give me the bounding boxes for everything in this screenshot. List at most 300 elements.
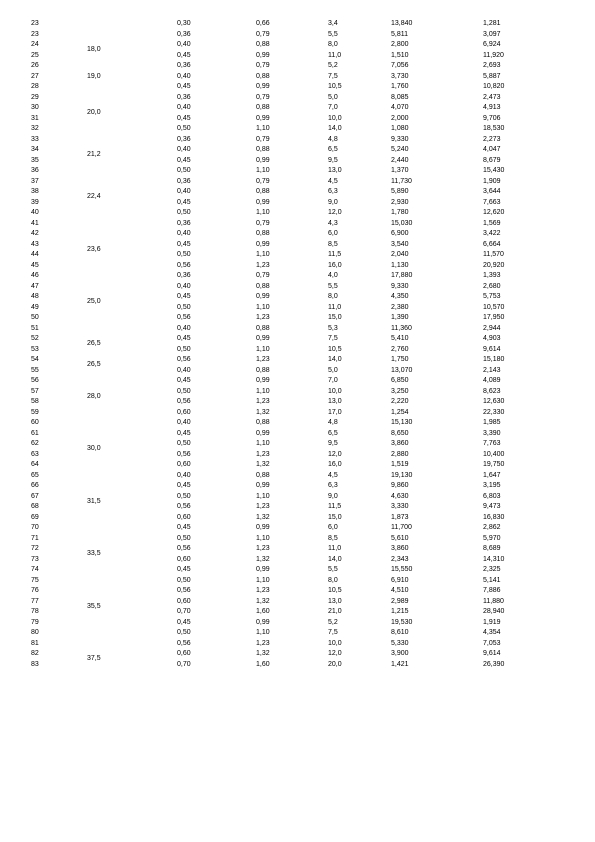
cell-count: 1,519	[391, 461, 409, 468]
cell-diameter: 1,23	[256, 450, 270, 458]
cell-diameter: 1,10	[256, 440, 270, 447]
table-row	[0, 324, 595, 335]
cell-weight: 2,693	[483, 62, 501, 69]
cell-weight: 16,830	[483, 513, 505, 521]
cell-diameter: 1,23	[256, 356, 270, 363]
cell-count: 2,989	[391, 597, 409, 605]
row-number: 73	[31, 555, 39, 563]
cell-diameter: 0,79	[256, 177, 270, 185]
cell-weight: 3,644	[483, 188, 501, 195]
cell-thickness: 0,36	[177, 30, 191, 38]
cell-section: 6,0	[328, 524, 338, 531]
cell-section: 7,5	[328, 72, 338, 80]
cell-thickness: 0,36	[177, 93, 191, 101]
cell-weight: 3,195	[483, 482, 501, 489]
cell-count: 4,510	[391, 587, 409, 594]
cell-thickness: 0,45	[177, 618, 191, 626]
row-number: 70	[31, 524, 39, 531]
group-label: 22,4	[87, 193, 101, 201]
cell-section: 11,0	[328, 545, 342, 552]
cell-section: 15,0	[328, 314, 342, 321]
row-number: 69	[31, 513, 39, 521]
cell-count: 6,900	[391, 230, 409, 237]
cell-section: 11,0	[328, 51, 342, 59]
cell-count: 2,880	[391, 450, 409, 458]
row-number: 27	[31, 72, 39, 80]
table-row	[0, 82, 595, 93]
cell-section: 9,5	[328, 440, 338, 447]
cell-diameter: 1,23	[256, 639, 270, 647]
cell-weight: 10,400	[483, 450, 505, 458]
group-label: 28,0	[87, 392, 101, 400]
row-number: 78	[31, 608, 39, 615]
row-number: 36	[31, 167, 39, 174]
row-number: 25	[31, 51, 39, 59]
cell-count: 6,910	[391, 576, 409, 584]
cell-section: 11,5	[328, 251, 342, 258]
cell-count: 3,860	[391, 545, 409, 552]
cell-section: 5,5	[328, 566, 338, 573]
cell-thickness: 0,36	[177, 135, 191, 143]
cell-diameter: 0,99	[256, 293, 270, 300]
group-label: 19,0	[87, 72, 101, 80]
cell-thickness: 0,45	[177, 482, 191, 489]
cell-section: 7,0	[328, 104, 338, 111]
cell-count: 5,811	[391, 30, 408, 38]
cell-thickness: 0,36	[177, 272, 191, 279]
cell-weight: 3,390	[483, 429, 501, 437]
row-number: 58	[31, 398, 39, 405]
cell-weight: 4,354	[483, 629, 501, 636]
row-number: 31	[31, 114, 39, 122]
cell-section: 4,8	[328, 135, 338, 143]
cell-count: 2,380	[391, 303, 409, 311]
cell-count: 4,630	[391, 492, 409, 500]
cell-thickness: 0,70	[177, 608, 191, 615]
group-label: 25,0	[87, 298, 101, 306]
cell-thickness: 0,40	[177, 104, 191, 111]
cell-count: 3,540	[391, 240, 409, 248]
row-number: 44	[31, 251, 39, 258]
cell-thickness: 0,50	[177, 440, 191, 447]
row-number: 26	[31, 62, 39, 69]
row-number: 76	[31, 587, 39, 594]
cell-thickness: 0,45	[177, 335, 191, 342]
cell-count: 17,880	[391, 272, 413, 279]
cell-diameter: 1,10	[256, 576, 270, 584]
cell-thickness: 0,60	[177, 597, 191, 605]
cell-section: 10,5	[328, 345, 342, 353]
cell-weight: 12,620	[483, 209, 505, 216]
cell-section: 5,0	[328, 93, 338, 101]
row-number: 67	[31, 492, 39, 500]
cell-count: 1,510	[391, 51, 409, 59]
cell-count: 7,056	[391, 62, 409, 69]
row-number: 32	[31, 125, 39, 132]
cell-thickness: 0,50	[177, 303, 191, 311]
cell-count: 3,730	[391, 72, 409, 80]
cell-diameter: 0,88	[256, 230, 270, 237]
cell-section: 10,5	[328, 587, 342, 594]
cell-weight: 2,944	[483, 324, 501, 332]
table-row	[0, 313, 595, 324]
table-row	[0, 282, 595, 293]
group-label: 26,5	[87, 340, 101, 348]
cell-count: 13,070	[391, 366, 413, 374]
cell-weight: 7,886	[483, 587, 501, 594]
cell-count: 9,330	[391, 282, 409, 290]
cell-weight: 9,614	[483, 650, 501, 657]
cell-weight: 2,680	[483, 282, 501, 290]
group-label: 23,6	[87, 245, 101, 253]
cell-weight: 6,803	[483, 492, 501, 500]
cell-count: 2,343	[391, 555, 409, 563]
cell-thickness: 0,60	[177, 461, 191, 468]
cell-count: 5,410	[391, 335, 409, 342]
row-number: 37	[31, 177, 39, 185]
cell-weight: 5,970	[483, 534, 501, 542]
table-row	[0, 471, 595, 482]
cell-diameter: 0,99	[256, 429, 270, 437]
cell-count: 3,860	[391, 440, 409, 447]
cell-count: 8,610	[391, 629, 409, 636]
cell-count: 6,850	[391, 377, 409, 384]
row-number: 35	[31, 156, 39, 164]
row-number: 57	[31, 387, 39, 395]
cell-diameter: 1,32	[256, 650, 270, 657]
cell-thickness: 0,50	[177, 534, 191, 542]
row-number: 45	[31, 261, 39, 269]
row-number: 55	[31, 366, 39, 374]
row-number: 50	[31, 314, 39, 321]
cell-section: 10,0	[328, 639, 342, 647]
cell-diameter: 1,10	[256, 209, 270, 216]
cell-section: 8,0	[328, 41, 338, 48]
cell-diameter: 0,99	[256, 198, 270, 206]
cell-diameter: 1,10	[256, 387, 270, 395]
cell-section: 8,5	[328, 240, 338, 248]
cell-diameter: 0,88	[256, 366, 270, 374]
cell-thickness: 0,56	[177, 545, 191, 552]
cell-weight: 2,143	[483, 366, 501, 374]
cell-count: 8,085	[391, 93, 409, 101]
row-number: 77	[31, 597, 39, 605]
cell-diameter: 1,60	[256, 660, 270, 668]
cell-count: 1,254	[391, 408, 409, 416]
cell-weight: 7,053	[483, 639, 501, 647]
cell-weight: 15,430	[483, 167, 505, 174]
cell-weight: 22,330	[483, 408, 505, 416]
cell-thickness: 0,50	[177, 576, 191, 584]
cell-thickness: 0,45	[177, 156, 191, 164]
cell-diameter: 0,99	[256, 566, 270, 573]
row-number: 68	[31, 503, 39, 510]
cell-count: 3,250	[391, 387, 409, 395]
cell-weight: 28,940	[483, 608, 505, 615]
row-number: 34	[31, 146, 39, 153]
cell-count: 19,530	[391, 618, 413, 626]
cell-count: 2,440	[391, 156, 409, 164]
cell-weight: 15,180	[483, 356, 505, 363]
row-number: 56	[31, 377, 39, 384]
cell-diameter: 0,79	[256, 135, 270, 143]
cell-weight: 1,569	[483, 219, 501, 227]
cell-thickness: 0,45	[177, 51, 191, 59]
row-number: 71	[31, 534, 39, 542]
table-row	[0, 481, 595, 492]
cell-section: 8,0	[328, 576, 338, 584]
cell-thickness: 0,40	[177, 230, 191, 237]
cell-count: 13,840	[391, 20, 413, 27]
cell-thickness: 0,50	[177, 492, 191, 500]
cell-thickness: 0,70	[177, 660, 191, 668]
cell-diameter: 0,99	[256, 83, 270, 90]
cell-weight: 1,393	[483, 272, 501, 279]
cell-section: 10,0	[328, 387, 342, 395]
cell-section: 12,0	[328, 450, 342, 458]
cell-section: 5,2	[328, 62, 338, 69]
cell-count: 1,215	[391, 608, 409, 615]
cell-count: 1,421	[391, 660, 409, 668]
cell-weight: 1,909	[483, 177, 501, 185]
cell-section: 10,5	[328, 83, 342, 90]
cell-thickness: 0,36	[177, 219, 191, 227]
cell-section: 16,0	[328, 261, 342, 269]
row-number: 30	[31, 104, 39, 111]
cell-thickness: 0,45	[177, 566, 191, 573]
cell-diameter: 1,23	[256, 398, 270, 405]
cell-count: 2,760	[391, 345, 409, 353]
cell-thickness: 0,56	[177, 639, 191, 647]
cell-section: 5,3	[328, 324, 338, 332]
cell-thickness: 0,40	[177, 146, 191, 153]
table-row	[0, 408, 595, 419]
row-number: 24	[31, 41, 39, 48]
row-number: 42	[31, 230, 39, 237]
cell-weight: 11,880	[483, 597, 504, 605]
group-label: 31,5	[87, 497, 101, 505]
cell-diameter: 1,23	[256, 587, 270, 594]
cell-section: 4,5	[328, 177, 338, 185]
table-row	[0, 30, 595, 41]
cell-section: 5,0	[328, 366, 338, 374]
cell-diameter: 0,79	[256, 219, 270, 227]
cell-diameter: 0,88	[256, 146, 270, 153]
table-row	[0, 261, 595, 272]
table-row	[0, 565, 595, 576]
cell-weight: 4,913	[483, 104, 501, 111]
cell-weight: 26,390	[483, 660, 505, 668]
table-row	[0, 429, 595, 440]
cell-section: 13,0	[328, 597, 342, 605]
cell-section: 16,0	[328, 461, 342, 468]
cell-section: 5,2	[328, 618, 338, 626]
cell-thickness: 0,40	[177, 366, 191, 374]
group-label: 21,2	[87, 151, 101, 159]
cell-diameter: 0,66	[256, 20, 270, 27]
cell-thickness: 0,50	[177, 251, 191, 258]
row-number: 43	[31, 240, 39, 248]
cell-weight: 14,310	[483, 555, 505, 563]
cell-diameter: 1,32	[256, 597, 270, 605]
cell-weight: 4,047	[483, 146, 501, 153]
cell-count: 2,040	[391, 251, 409, 258]
table-row	[0, 628, 595, 639]
cell-diameter: 0,79	[256, 62, 270, 69]
row-number: 23	[31, 20, 39, 27]
cell-count: 5,330	[391, 639, 409, 647]
table-row	[0, 93, 595, 104]
cell-diameter: 1,10	[256, 167, 270, 174]
group-label: 20,0	[87, 109, 101, 117]
cell-diameter: 0,88	[256, 188, 270, 195]
row-number: 33	[31, 135, 39, 143]
cell-diameter: 1,10	[256, 534, 270, 542]
row-number: 63	[31, 450, 39, 458]
cell-section: 14,0	[328, 125, 342, 132]
row-number: 39	[31, 198, 39, 206]
cell-weight: 8,623	[483, 387, 501, 395]
group-label: 26,5	[87, 361, 101, 369]
table-row	[0, 523, 595, 534]
cell-diameter: 0,99	[256, 618, 270, 626]
cell-section: 11,0	[328, 303, 342, 311]
cell-section: 14,0	[328, 555, 342, 563]
cell-count: 1,080	[391, 125, 409, 132]
row-number: 28	[31, 83, 39, 90]
cell-section: 9,5	[328, 156, 338, 164]
cell-thickness: 0,56	[177, 398, 191, 405]
cell-weight: 9,473	[483, 503, 501, 510]
cell-weight: 10,820	[483, 83, 505, 90]
cell-diameter: 1,23	[256, 314, 270, 321]
row-number: 82	[31, 650, 39, 657]
row-number: 83	[31, 660, 39, 668]
cell-section: 7,5	[328, 335, 338, 342]
cell-count: 1,370	[391, 167, 409, 174]
cell-thickness: 0,56	[177, 503, 191, 510]
row-number: 59	[31, 408, 39, 416]
row-number: 60	[31, 419, 39, 426]
cell-thickness: 0,40	[177, 282, 191, 290]
cell-diameter: 1,10	[256, 492, 270, 500]
cell-count: 3,330	[391, 503, 409, 510]
row-number: 53	[31, 345, 39, 353]
table-row	[0, 229, 595, 240]
cell-diameter: 0,99	[256, 524, 270, 531]
cell-section: 6,0	[328, 230, 338, 237]
cell-section: 6,5	[328, 146, 338, 153]
row-number: 29	[31, 93, 39, 101]
cell-count: 5,610	[391, 534, 409, 542]
group-label: 35,5	[87, 602, 101, 610]
table-row	[0, 534, 595, 545]
cell-weight: 3,097	[483, 30, 501, 38]
cell-count: 2,930	[391, 198, 409, 206]
cell-count: 1,760	[391, 83, 409, 90]
cell-diameter: 1,23	[256, 261, 270, 269]
cell-section: 17,0	[328, 408, 342, 416]
group-label: 18,0	[87, 46, 101, 54]
row-number: 79	[31, 618, 39, 626]
cell-diameter: 0,99	[256, 51, 270, 59]
row-number: 41	[31, 219, 39, 227]
cell-count: 15,130	[391, 419, 413, 426]
cell-thickness: 0,56	[177, 356, 191, 363]
cell-diameter: 1,10	[256, 345, 270, 353]
cell-thickness: 0,36	[177, 177, 191, 185]
cell-thickness: 0,50	[177, 345, 191, 353]
row-number: 47	[31, 282, 39, 290]
cell-weight: 7,763	[483, 440, 501, 447]
table-row	[0, 219, 595, 230]
cell-thickness: 0,45	[177, 377, 191, 384]
cell-count: 11,730	[391, 177, 412, 185]
cell-count: 11,700	[391, 524, 412, 531]
cell-section: 6,5	[328, 429, 338, 437]
cell-weight: 19,750	[483, 461, 505, 468]
cell-diameter: 0,99	[256, 114, 270, 122]
row-number: 75	[31, 576, 39, 584]
cell-count: 2,000	[391, 114, 409, 122]
cell-diameter: 1,10	[256, 125, 270, 132]
cell-section: 4,5	[328, 471, 338, 479]
cell-thickness: 0,60	[177, 650, 191, 657]
cell-diameter: 1,10	[256, 251, 270, 258]
cell-thickness: 0,40	[177, 324, 191, 332]
cell-diameter: 0,88	[256, 41, 270, 48]
cell-diameter: 0,99	[256, 377, 270, 384]
cell-thickness: 0,45	[177, 524, 191, 531]
table-row	[0, 61, 595, 72]
cell-count: 15,030	[391, 219, 413, 227]
cell-diameter: 0,88	[256, 419, 270, 426]
cell-diameter: 1,23	[256, 545, 270, 552]
cell-count: 15,550	[391, 566, 413, 573]
cell-weight: 2,473	[483, 93, 501, 101]
table-row	[0, 135, 595, 146]
table-row	[0, 418, 595, 429]
cell-thickness: 0,45	[177, 240, 191, 248]
cell-thickness: 0,45	[177, 83, 191, 90]
cell-thickness: 0,40	[177, 188, 191, 195]
cell-count: 2,800	[391, 41, 409, 48]
cell-count: 11,360	[391, 324, 412, 332]
cell-weight: 3,422	[483, 230, 501, 237]
cell-weight: 5,141	[483, 576, 501, 584]
cell-count: 9,330	[391, 135, 409, 143]
cell-weight: 8,679	[483, 156, 501, 164]
cell-count: 3,900	[391, 650, 409, 657]
cell-weight: 10,570	[483, 303, 505, 311]
cell-diameter: 1,32	[256, 408, 270, 416]
row-number: 52	[31, 335, 39, 342]
table-row	[0, 576, 595, 587]
cell-thickness: 0,50	[177, 167, 191, 174]
row-number: 51	[31, 324, 39, 332]
group-label: 33,5	[87, 550, 101, 558]
cell-thickness: 0,60	[177, 408, 191, 416]
row-number: 61	[31, 429, 39, 437]
cell-section: 5,5	[328, 30, 338, 38]
cell-weight: 4,903	[483, 335, 501, 342]
cell-section: 12,0	[328, 209, 342, 216]
cell-section: 8,0	[328, 293, 338, 300]
cell-thickness: 0,40	[177, 72, 191, 80]
cell-weight: 2,862	[483, 524, 501, 531]
cell-diameter: 0,79	[256, 272, 270, 279]
cell-thickness: 0,56	[177, 314, 191, 321]
